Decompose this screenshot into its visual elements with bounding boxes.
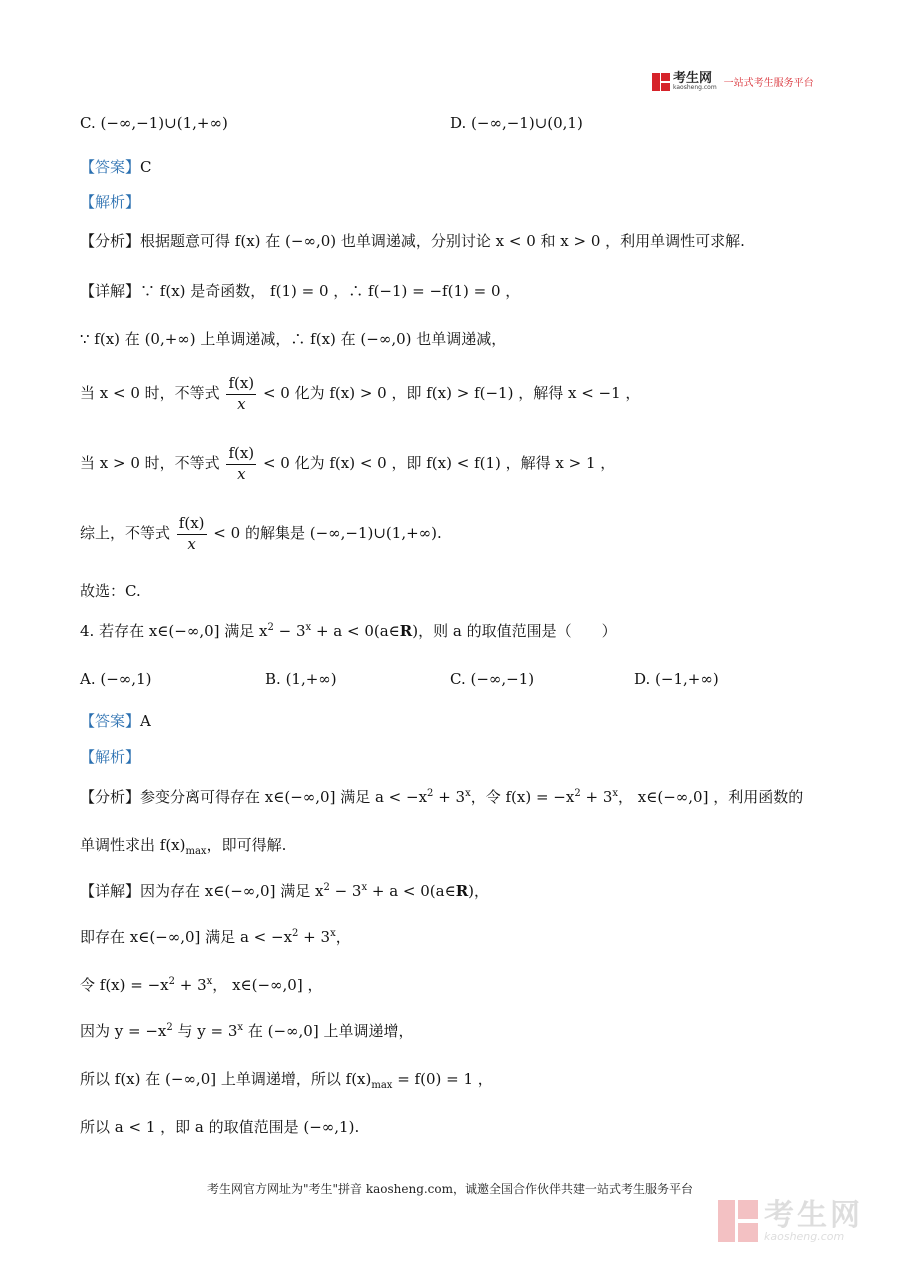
q4-detail-4: 因为 $y = -x^2$ 与 $y = 3^x$ 在 (−∞,0] 上单调递增，	[80, 1022, 414, 1040]
header-logo	[652, 72, 814, 91]
q3-detail-3: 当 x < 0 时，不等式 $\frac{f(x)}{x}$ < 0 化为 f(x) > 0 ，即 f(x) > f(−1) ，解得 x < −1 ，	[80, 374, 641, 413]
q4-detail-1: 【详解】因为存在 x∈(−∞,0] 满足 $x^2 - 3^x + a$ < 0(a∈R)，	[80, 882, 490, 900]
footer-text: 考生网官方网址为"考生"拼音 kaosheng.com，诚邀全国合作伙伴共建一站式考生服务平台	[206, 1182, 694, 1196]
q3-answer: 【答案】C	[80, 158, 152, 176]
q4-option-c: C. (−∞,−1)	[450, 670, 535, 688]
q3-analysis-tag: 【解析】	[80, 193, 141, 211]
q4-stem: 4. 若存在 x∈(−∞,0] 满足 $x^2 - 3^x + a$ < 0(a∈R)，则 a 的取值范围是（ ）	[80, 622, 617, 640]
q4-analysis-tag: 【解析】	[80, 748, 141, 766]
q4-option-a: A. (−∞,1)	[80, 670, 152, 688]
logo-name: 考生网	[673, 71, 713, 86]
watermark-url: kaosheng.com	[764, 1229, 845, 1243]
logo-url: kaosheng.com	[673, 84, 717, 91]
q4-detail-5: 所以 f(x) 在 (−∞,0] 上单调递增，所以 $f(x)_{max} = f(0) = 1$ ，	[80, 1070, 493, 1091]
q3-fenxi: 【分析】根据题意可得 f(x) 在 (−∞,0) 也单调递减，分别讨论 x < 0 和 x > 0 ，利用单调性可求解.	[80, 232, 745, 250]
q4-detail-2: 即存在 x∈(−∞,0] 满足 $a < -x^2 + 3^x$，	[80, 928, 351, 946]
q4-fenxi-2: 单调性求出 $f(x)_{max}$，即可得解.	[80, 836, 287, 857]
logo-slogan: 一站式考生服务平台	[723, 78, 814, 89]
watermark-name: 考生网	[764, 1197, 863, 1233]
q3-conclusion: 故选：C.	[80, 582, 141, 600]
q3-detail-4: 当 x > 0 时，不等式 $\frac{f(x)}{x}$ < 0 化为 f(x) < 0 ，即 f(x) < f(1) ，解得 x > 1 ，	[80, 444, 616, 483]
q4-answer: 【答案】A	[80, 712, 151, 730]
q4-fenxi: 【分析】参变分离可得存在 x∈(−∞,0] 满足 $a < -x^2 + 3^x$，令 $f(x) = -x^2 + 3^x$， x∈(−∞,0] ，利用函数的	[80, 788, 804, 806]
q3-detail-5: 综上，不等式 $\frac{f(x)}{x}$ < 0 的解集是 (−∞,−1)∪(1,+∞).	[80, 514, 442, 553]
q4-detail-6: 所以 a < 1 ，即 a 的取值范围是 (−∞,1).	[80, 1118, 360, 1136]
q3-option-d: D. (−∞,−1)∪(0,1)	[450, 114, 583, 132]
watermark	[718, 1197, 863, 1243]
q3-detail-2: ∵ f(x) 在 (0,+∞) 上单调递减，∴ f(x) 在 (−∞,0) 也单调递减，	[80, 330, 507, 348]
q3-detail-1: 【详解】∵ f(x) 是奇函数， f(1) = 0 ，∴ f(−1) = −f(1) = 0 ，	[80, 282, 521, 300]
q4-option-b: B. (1,+∞)	[265, 670, 337, 688]
q3-option-c: C. (−∞,−1)∪(1,+∞)	[80, 114, 228, 132]
watermark-logo-icon	[718, 1200, 758, 1242]
logo-mark-icon	[652, 73, 670, 91]
q4-option-d: D. (−1,+∞)	[634, 670, 719, 688]
q4-detail-3: 令 $f(x) = -x^2 + 3^x$， x∈(−∞,0] ，	[80, 976, 323, 994]
